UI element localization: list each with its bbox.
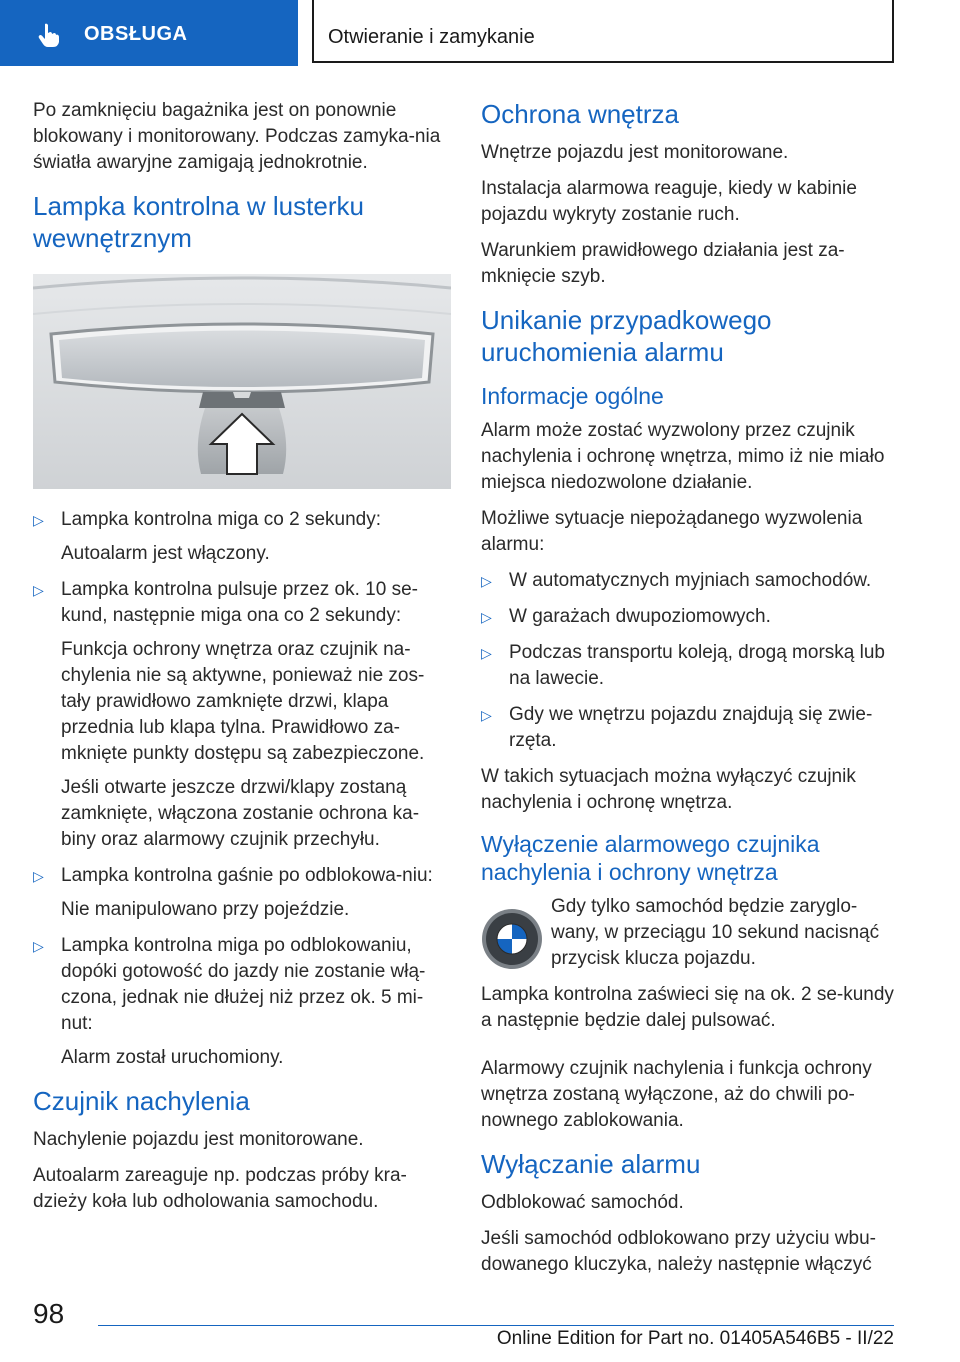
right-column	[481, 98, 899, 1288]
hand-pointer-icon	[36, 22, 62, 48]
paragraph: Instalacja alarmowa reaguje, kiedy w kabinie pojazdu wykryty zostanie ruch.	[481, 178, 857, 225]
page-header	[0, 0, 960, 66]
chapter-title: Otwieranie i zamykanie	[328, 26, 535, 48]
paragraph: Możliwe sytuacje niepożądanego wyzwolenia alarmu:	[481, 508, 863, 555]
list-item-text: Lampka kontrolna miga po odblokowaniu, dopóki gotowość do jazdy nie zostanie włą-czona, jednak nie dłużej niż przez ok. 5 mi-nut:	[61, 935, 426, 1034]
list-item	[481, 604, 899, 630]
false-alarm-situations-list	[481, 568, 899, 754]
paragraph: W takich sytuacjach można wyłączyć czujnik nachylenia i ochronę wnętrza.	[481, 766, 856, 813]
list-item-subtext: Funkcja ochrony wnętrza oraz czujnik na-chylenia nie są aktywne, ponieważ nie zos-tały prawidłowo zamknięte drzwi, klapa przednia lub klapa tylna. Prawidłowo za-mknięte punkty dostępu są zabezpieczone.	[61, 639, 425, 764]
heading-interior-protection: Ochrona wnętrza	[481, 99, 679, 129]
triangle-bullet-icon: ▷	[481, 573, 492, 589]
paragraph: Odblokować samochód.	[481, 1192, 684, 1213]
paragraph: Nachylenie pojazdu jest monitorowane.	[33, 1129, 364, 1150]
paragraph: Warunkiem prawidłowego działania jest za-mknięcie szyb.	[481, 240, 845, 287]
paragraph: Autoalarm zareaguje np. podczas próby kra-dzieży koła lub odholowania samochodu.	[33, 1165, 407, 1212]
paragraph: Alarm może zostać wyzwolony przez czujnik nachylenia i ochronę wnętrza, mimo iż nie miało miejsca niedozwolone działanie.	[481, 420, 885, 493]
section-label: OBSŁUGA	[84, 23, 188, 45]
heading-disable-alarm: Wyłączanie alarmu	[481, 1149, 701, 1179]
list-item	[33, 933, 451, 1071]
subheading-disable-sensors: Wyłączenie alarmowego czujnika nachylenia i ochrony wnętrza	[481, 831, 820, 885]
lamp-states-list	[33, 507, 451, 1071]
list-item	[481, 702, 899, 754]
page-number: 98	[33, 1298, 65, 1329]
heading-mirror-lamp: Lampka kontrolna w lusterku wewnętrznym	[33, 191, 364, 253]
list-item-text: W automatycznych myjniach samochodów.	[509, 570, 872, 591]
triangle-bullet-icon: ▷	[33, 582, 44, 598]
triangle-bullet-icon: ▷	[33, 868, 44, 884]
key-button-text: Gdy tylko samochód będzie zaryglo-wany, w przeciągu 10 sekund nacisnąć przycisk klucza pojazdu.	[551, 896, 880, 969]
list-item-text: Gdy we wnętrzu pojazdu znajdują się zwie-rzęta.	[509, 704, 873, 751]
list-item-text: Lampka kontrolna pulsuje przez ok. 10 se-kund, następnie miga ona co 2 sekundy:	[61, 579, 418, 626]
list-item	[33, 507, 451, 567]
triangle-bullet-icon: ▷	[33, 512, 44, 528]
heading-tilt-sensor: Czujnik nachylenia	[33, 1086, 250, 1116]
paragraph: Wnętrze pojazdu jest monitorowane.	[481, 142, 789, 163]
list-item-text: W garażach dwupoziomowych.	[509, 606, 771, 627]
footer-edition: Online Edition for Part no. 01405A546B5 - II/22	[496, 1328, 894, 1349]
list-item	[481, 640, 899, 692]
triangle-bullet-icon: ▷	[481, 609, 492, 625]
section-tab[interactable]	[0, 0, 298, 66]
list-item-subtext: Autoalarm jest włączony.	[61, 543, 270, 564]
paragraph: Jeśli samochód odblokowano przy użyciu wbu-dowanego kluczyka, należy następnie włączyć	[481, 1228, 876, 1275]
bmw-key-button-icon	[481, 908, 543, 970]
list-item-subtext: Jeśli otwarte jeszcze drzwi/klapy zostaną zamknięte, włączona zostanie ochrona ka-biny oraz alarmowy czujnik przechyłu.	[61, 777, 420, 850]
chapter-title-box	[312, 0, 894, 63]
list-item	[33, 863, 451, 923]
triangle-bullet-icon: ▷	[33, 938, 44, 954]
list-item-text: Lampka kontrolna gaśnie po odblokowa-niu:	[61, 865, 433, 886]
left-column	[33, 98, 451, 1225]
list-item	[481, 568, 899, 594]
intro-paragraph: Po zamknięciu bagażnika jest on ponownie blokowany i monitorowany. Podczas zamyka-nia światła awaryjne zamigają jednokrotnie.	[33, 100, 441, 173]
triangle-bullet-icon: ▷	[481, 707, 492, 723]
list-item-subtext: Alarm został uruchomiony.	[61, 1047, 284, 1068]
subheading-general-info: Informacje ogólne	[481, 383, 664, 409]
heading-avoid-false-alarm: Unikanie przypadkowego uruchomienia alarmu	[481, 305, 772, 367]
rearview-mirror-image	[33, 274, 451, 489]
triangle-bullet-icon: ▷	[481, 645, 492, 661]
list-item-subtext: Nie manipulowano przy pojeździe.	[61, 899, 350, 920]
list-item	[33, 577, 451, 853]
list-item-text: Podczas transportu koleją, drogą morską lub na lawecie.	[509, 642, 885, 689]
key-button-instruction	[481, 894, 899, 972]
list-item-text: Lampka kontrolna miga co 2 sekundy:	[61, 509, 382, 530]
paragraph: Lampka kontrolna zaświeci się na ok. 2 se-kundy a następnie będzie dalej pulsować.	[481, 984, 894, 1031]
paragraph: Alarmowy czujnik nachylenia i funkcja ochrony wnętrza zostaną wyłączone, aż do chwili po-nownego zablokowania.	[481, 1058, 872, 1131]
footer-divider	[98, 1325, 894, 1326]
